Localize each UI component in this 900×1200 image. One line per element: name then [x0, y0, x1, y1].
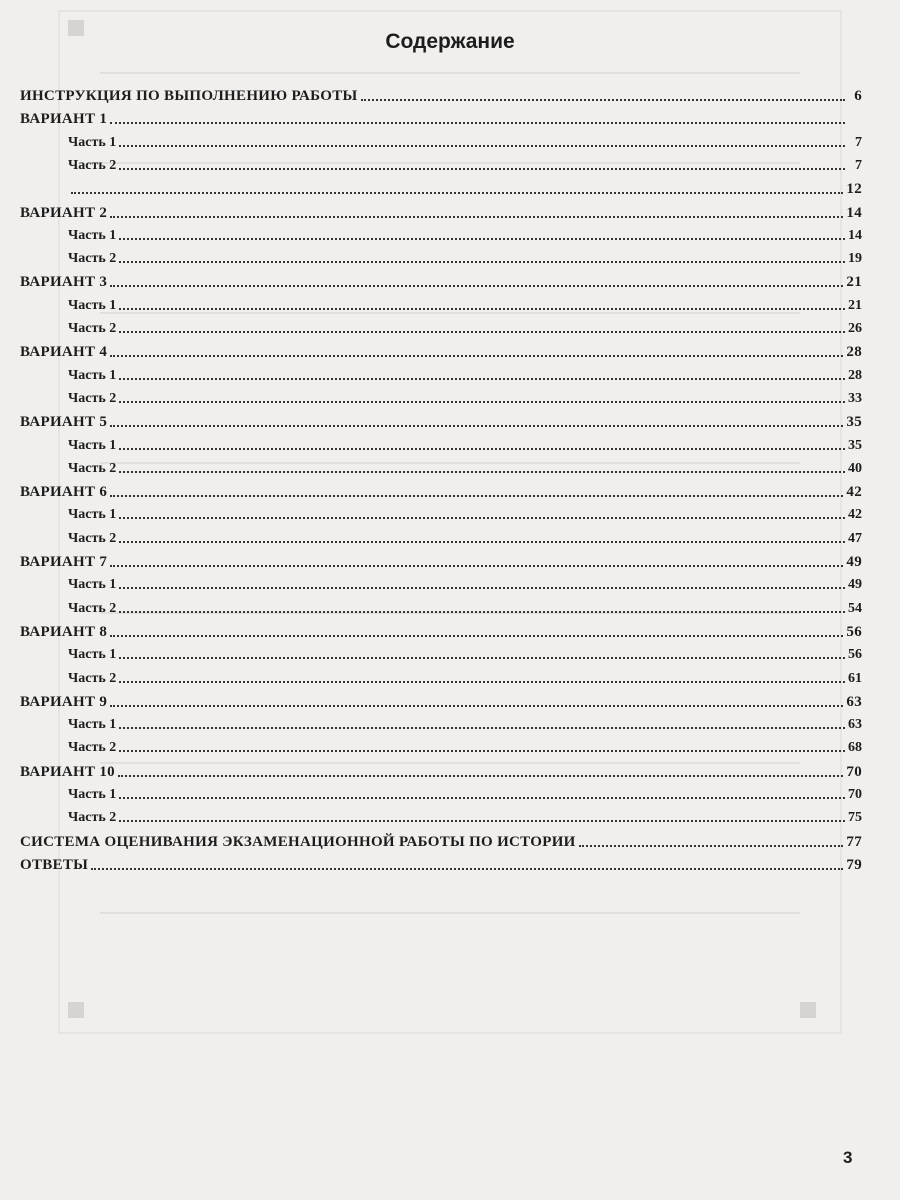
- toc-entry-label: Часть 1: [68, 297, 117, 313]
- toc-entry: [20, 274, 862, 291]
- toc-leader-dots: [119, 448, 845, 450]
- toc-entry-label: ИНСТРУКЦИЯ ПО ВЫПОЛНЕНИЮ РАБОТЫ: [20, 88, 358, 104]
- toc-entry-page: 63: [848, 717, 862, 733]
- toc-leader-dots: [119, 331, 845, 333]
- toc-entry-page: 61: [848, 670, 862, 686]
- toc-leader-dots: [119, 378, 845, 380]
- toc-entry: [68, 228, 862, 244]
- toc-leader-dots: [119, 820, 845, 822]
- toc-entry-label: Часть 2: [68, 670, 117, 686]
- toc-entry-page: 21: [846, 274, 862, 291]
- toc-entry: [68, 391, 862, 407]
- toc-entry: [68, 135, 862, 151]
- toc-entry-label: Часть 1: [68, 437, 117, 453]
- toc-entry-label: Часть 2: [68, 600, 117, 616]
- toc-entry-label: Часть 2: [68, 157, 117, 173]
- toc-leader-dots: [91, 868, 843, 870]
- toc-entry-label: ВАРИАНТ 7: [20, 554, 108, 570]
- toc-leader-dots: [110, 216, 843, 218]
- toc-entry-page: 63: [846, 693, 862, 710]
- toc-leader-dots: [110, 122, 845, 124]
- toc-leader-dots: [110, 565, 843, 567]
- toc-entry-page: 33: [848, 390, 862, 406]
- toc-entry-page: 21: [848, 297, 862, 313]
- toc-entry: [20, 857, 862, 874]
- toc-entry-label: ВАРИАНТ 3: [20, 274, 108, 291]
- toc-entry-page: 56: [848, 647, 862, 663]
- toc-entry: [68, 717, 862, 733]
- toc-entry-label: ОТВЕТЫ: [20, 856, 89, 873]
- toc-leader-dots: [110, 705, 843, 707]
- toc-entry-page: 79: [846, 856, 862, 873]
- toc-entry-label: Часть 1: [68, 647, 117, 663]
- toc-entry-page: 47: [848, 530, 862, 546]
- page-number: 3: [843, 1148, 853, 1167]
- toc-entry-page: 14: [846, 204, 862, 221]
- toc-entry-page: 54: [848, 600, 862, 616]
- toc-leader-dots: [119, 471, 845, 473]
- toc-entry: [68, 810, 862, 826]
- toc-entry-label: Часть 1: [68, 577, 117, 593]
- toc-leader-dots: [71, 192, 843, 194]
- toc-entry-page: 19: [848, 251, 862, 267]
- toc-entry-label: Часть 1: [68, 717, 117, 733]
- toc-entry: [20, 88, 862, 105]
- toc-entry: [68, 577, 862, 593]
- toc-entry-page: 35: [846, 414, 862, 431]
- toc-entry-page: 49: [848, 577, 862, 593]
- toc-leader-dots: [119, 145, 845, 147]
- toc-entry: [68, 251, 862, 267]
- toc-leader-dots: [119, 238, 845, 240]
- toc-leader-dots: [119, 308, 845, 310]
- toc-entry-label: ВАРИАНТ 9: [20, 693, 108, 710]
- toc-leader-dots: [119, 261, 845, 263]
- toc-leader-dots: [119, 750, 845, 752]
- toc-entry-label: Часть 1: [68, 227, 117, 243]
- toc-entry-page: 42: [846, 484, 862, 501]
- toc-entry: [68, 647, 862, 663]
- toc-entry-label: Часть 2: [68, 251, 117, 267]
- toc-entry: [68, 181, 862, 198]
- page-title: Содержание: [385, 30, 515, 53]
- toc-entry: [68, 787, 862, 803]
- toc-leader-dots: [119, 541, 845, 543]
- toc-entry-label: ВАРИАНТ 4: [20, 344, 108, 361]
- toc-entry-label: Часть 2: [68, 321, 117, 336]
- toc-entry: [68, 158, 862, 174]
- toc-entry-page: 35: [848, 437, 862, 453]
- toc-entry-page: 70: [846, 763, 862, 780]
- toc-entry: [20, 414, 862, 431]
- toc-entry-page: 75: [848, 810, 862, 826]
- toc-entry: [68, 671, 862, 687]
- toc-leader-dots: [119, 727, 845, 729]
- toc-entry-page: 56: [846, 623, 862, 640]
- toc-entry-page: 26: [848, 321, 862, 336]
- toc-entry-label: Часть 2: [68, 460, 117, 476]
- toc-entry: [68, 438, 862, 454]
- toc-entry-label: ВАРИАНТ 1: [20, 111, 108, 128]
- toc-entry-label: Часть 2: [68, 530, 117, 546]
- toc-entry-label: Часть 1: [68, 787, 117, 802]
- toc-leader-dots: [119, 611, 845, 613]
- toc-leader-dots: [119, 657, 845, 659]
- toc-leader-dots: [118, 775, 843, 777]
- toc-entry: [68, 298, 862, 314]
- toc-entry: [20, 694, 862, 711]
- toc-entry-page: 40: [848, 460, 862, 476]
- toc-leader-dots: [119, 681, 845, 683]
- toc-entry-label: СИСТЕМА ОЦЕНИВАНИЯ ЭКЗАМЕНАЦИОННОЙ РАБОТЫ ПО ИСТОРИИ: [20, 833, 576, 850]
- toc-leader-dots: [110, 495, 843, 497]
- toc-entry: [20, 344, 862, 361]
- toc-entry-page: 14: [848, 227, 862, 243]
- toc-entry-page: 7: [855, 157, 862, 173]
- toc-entry-label: ВАРИАНТ 5: [20, 414, 108, 431]
- toc-entry: [68, 531, 862, 547]
- toc-entry-page: 42: [848, 507, 862, 523]
- toc-entry-label: Часть 2: [68, 810, 117, 826]
- toc-entry: [20, 111, 862, 128]
- toc-entry: [20, 624, 862, 641]
- toc-entry: [20, 764, 862, 781]
- toc-entry-label: ВАРИАНТ 6: [20, 484, 108, 501]
- toc-entry-page: 77: [846, 833, 862, 850]
- toc-leader-dots: [119, 401, 845, 403]
- toc-entry-label: Часть 1: [68, 367, 117, 383]
- toc-entry: [68, 321, 862, 337]
- toc-leader-dots: [361, 99, 845, 101]
- toc-leader-dots: [110, 355, 843, 357]
- toc-entry: [20, 205, 862, 222]
- toc-entry-page: 70: [848, 787, 862, 802]
- toc-leader-dots: [119, 797, 845, 799]
- toc-entry-label: Часть 1: [68, 134, 117, 150]
- toc-leader-dots: [119, 587, 845, 589]
- toc-entry-page: 49: [846, 554, 862, 570]
- toc-entry: [68, 507, 862, 523]
- toc-entry-page: 68: [848, 740, 862, 756]
- toc-entry-page: 28: [848, 367, 862, 383]
- toc-entry-label: Часть 2: [68, 390, 117, 406]
- toc-leader-dots: [119, 517, 845, 519]
- toc-leader-dots: [110, 635, 843, 637]
- toc-entry: [20, 484, 862, 501]
- toc-leader-dots: [110, 425, 843, 427]
- toc-entry: [68, 740, 862, 756]
- toc-leader-dots: [110, 285, 843, 287]
- toc-leader-dots: [579, 845, 844, 847]
- toc-entry: [20, 554, 862, 571]
- toc-entry-page: 6: [854, 88, 862, 104]
- toc-entry: [68, 368, 862, 384]
- toc-entry-label: ВАРИАНТ 10: [20, 763, 115, 780]
- toc-entry-page: 28: [846, 344, 862, 361]
- toc-entry-label: Часть 2: [68, 740, 117, 756]
- toc-entry-label: ВАРИАНТ 8: [20, 623, 108, 640]
- toc-entry: [20, 834, 862, 851]
- toc-entry: [68, 461, 862, 477]
- toc-leader-dots: [119, 168, 845, 170]
- toc-entry-page: 12: [846, 181, 862, 198]
- toc-entry-page: 7: [855, 134, 862, 150]
- toc-entry-label: Часть 1: [68, 507, 117, 523]
- toc-entry-label: ВАРИАНТ 2: [20, 204, 108, 221]
- toc-entry: [68, 601, 862, 617]
